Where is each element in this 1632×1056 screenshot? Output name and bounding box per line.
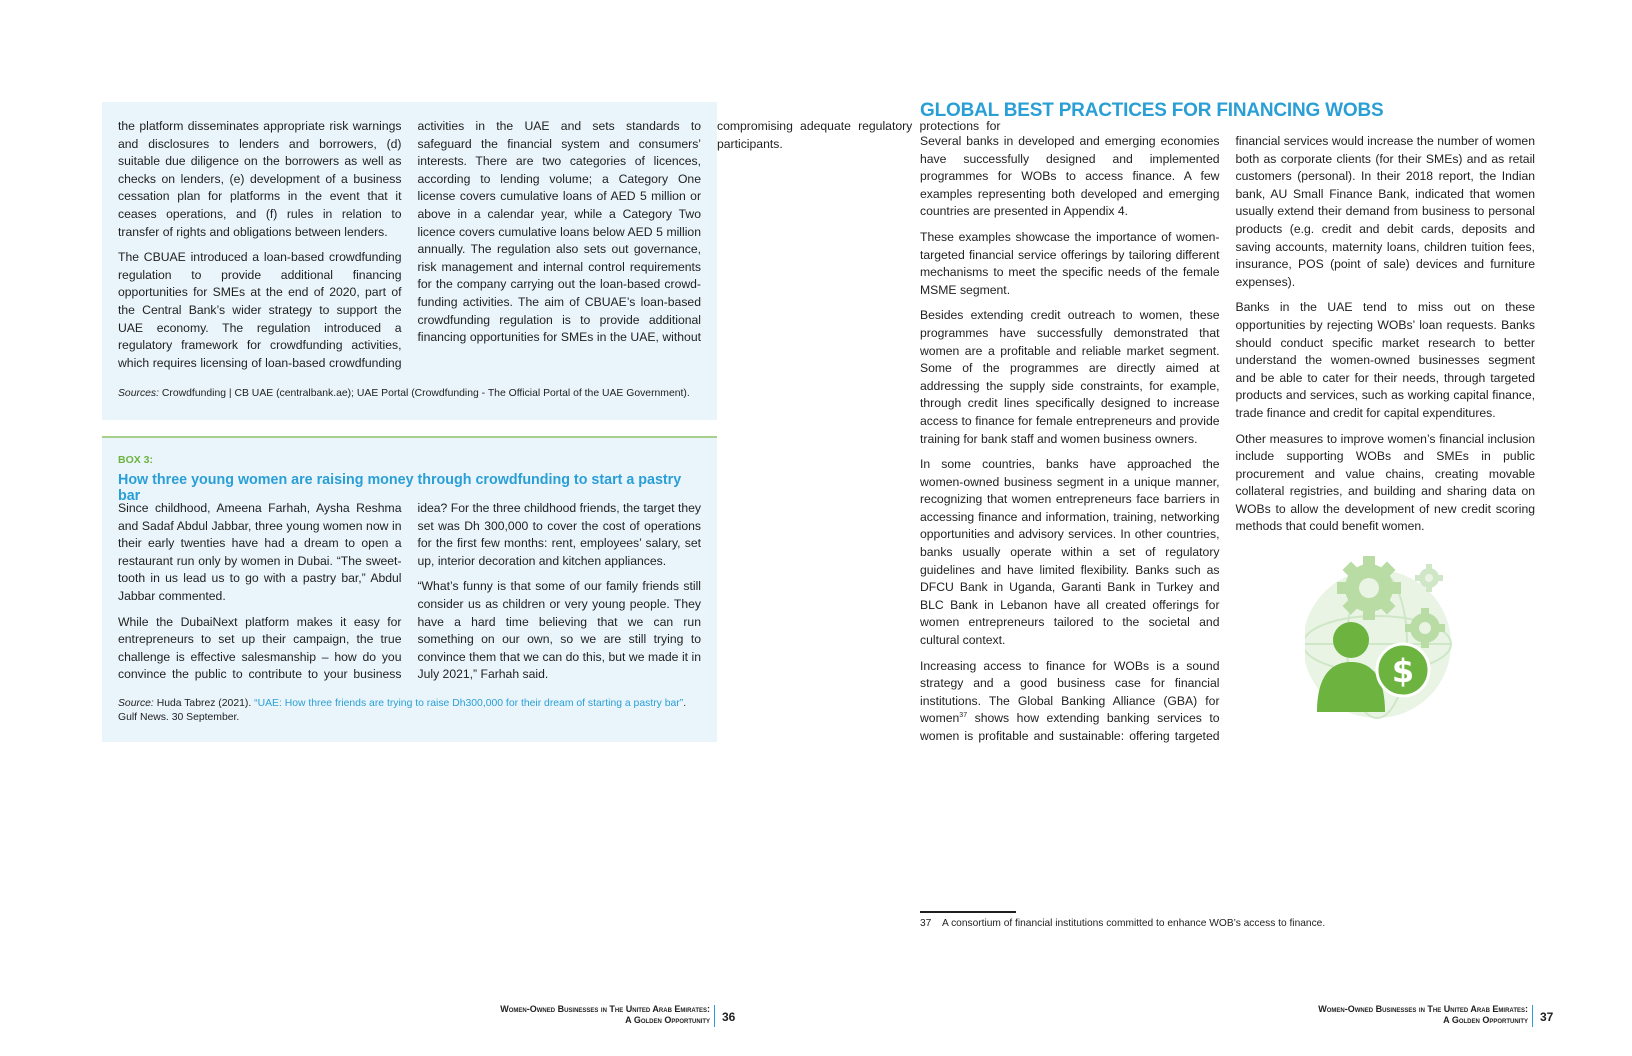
box-paragraph: The CBUAE introduced a loan-based crowdfunding regulation to provide additional financing opportunities for SMEs at the end of 2020, part of the Central Bank’s wider strategy to support the UAE economy. The regulation introduced a regulatory framework for crowdfunding activities, which requires licensing of loan-based crowdfunding activities in the UAE and sets standards to safeguard the financial system and consumers’ interests. There are two categories of licences, according to lending volume; a Category One license covers cumulative loans of AED 5 million or above in a calendar year, while a Category Two licence covers cumulative loans below AED 5 million annually. The regulation also sets out governance, risk management and internal control requirements for the company carrying out the loan-based crowd-funding activities. The aim of CBUAE’s loan-based crowdfunding regulation is to provide additional financing opportunities for SMEs in the UAE, without compromising adequate regulatory protections for participants. <box>118 119 1001 370</box>
footnote-rule <box>920 911 1016 913</box>
body-paragraph: In some countries, banks have approached the women-owned business segment in a unique manner, recognizing that women entrepreneurs face barriers in accessing finance and information, training, networking opportunities and advisory services. In other countries, banks usually operate within a set of regulatory guidelines and have limited flexibility. Banks such as DFCU Bank in Uganda, Garanti Bank in Turkey and BLC Bank in Lebanon have all created offerings for women entrepreneurs tailored to the societal and cultural context. <box>920 457 1220 648</box>
body-paragraph: Besides extending credit outreach to women, these programmes have successfully demonstrated that women are a profitable and reliable market segment. Some of the programmes are directly aimed at addressing the supply side constraints, for example, through credit lines specifically designed to increase access to finance for female entrepreneurs and provide training for bank staff and women business owners. <box>920 308 1220 446</box>
source-link[interactable]: “UAE: How three friends are trying to raise Dh300,000 for their dream of starting a pastry bar” <box>254 698 684 709</box>
paragraph-text: shows how extending banking services to women is profitable and sustainable: offering targeted financial services would increase the number of women both as corporate clients (for their SMEs) and as retail customers (personal). In their 2018 report, the Indian bank, AU Small Finance Bank, indicated that women usually extend their demand from business to personal products (e.g. credit and debit cards, deposits and saving accounts, maternity loans, children tuition fees, insurance, POS (point of sale) devices and furniture expenses). <box>920 134 1535 743</box>
body-paragraph: Other measures to improve women’s financial inclusion include supporting WOBs and SMEs in public procurement and value chains, creating movable collateral registries, and building and sharing data on WOBs to allow the development of new credit scoring methods that could benefit women. <box>1235 431 1535 534</box>
footer-separator <box>714 1005 715 1027</box>
box-source <box>118 387 701 401</box>
box-source <box>118 697 701 725</box>
box-paragraph: the platform disseminates appropriate risk warnings and disclosures to lenders and borrowers, (d) suitable due diligence on the borrowers as well as checks on lenders, (e) development of a business cessation plan for platforms in the event that it ceases operations, and (f) rules in relation to transfer of rights and obligations between lenders. <box>118 119 402 239</box>
box-body <box>118 500 701 684</box>
footer-left <box>400 1004 736 1032</box>
running-title <box>1228 1004 1528 1026</box>
source-text: Crowdfunding | CB UAE (centralbank.ae); UAE Portal (Crowdfunding - The Official Portal of the UAE Government). <box>159 388 690 399</box>
footnote <box>920 917 1325 931</box>
body-paragraph: These examples showcase the importance of women-targeted financial service offerings by tailoring different mechanisms to meet the specific needs of the female MSME segment. <box>920 229 1220 297</box>
box-body <box>118 118 1001 374</box>
finance-illustration <box>1305 552 1465 720</box>
source-label: Sources: <box>118 388 160 399</box>
running-title <box>410 1004 710 1026</box>
paragraph-text: Increasing access to finance for WOBs is a sound strategy and a good business case for financial institutions. The Global Banking Alliance (GBA) for women <box>920 658 1220 726</box>
source-author: Huda Tabrez (2021). <box>153 698 255 709</box>
page-number: 37 <box>1540 1010 1554 1024</box>
running-title-line2: A Golden Opportunity <box>1443 1015 1528 1025</box>
section-title: GLOBAL BEST PRACTICES FOR FINANCING WOBS <box>920 100 1384 121</box>
source-tail: . Gulf News. 30 September. <box>118 698 687 723</box>
footnote-number: 37 <box>920 918 932 929</box>
body-paragraph: Banks in the UAE tend to miss out on these opportunities by rejecting WOBs’ loan requests. Banks should conduct specific market research to better understand the women-owned businesses segment and be able to cater for their needs, through targeted products and services, such as working capital finance, trade finance and credit for capital expenditures. <box>1235 300 1535 420</box>
footer-right <box>1218 1004 1554 1032</box>
running-title-line1: Women-Owned Businesses in The United Arab Emirates: <box>1318 1004 1528 1014</box>
crowdfunding-regulation-box <box>102 102 1001 420</box>
running-title-line2: A Golden Opportunity <box>625 1015 710 1025</box>
running-title-line1: Women-Owned Businesses in The United Arab Emirates: <box>500 1004 710 1014</box>
source-label: Source: <box>118 698 154 709</box>
box-title: How three young women are raising money through crowdfunding to start a pastry bar <box>118 472 682 504</box>
page-number: 36 <box>722 1010 736 1024</box>
svg-text:$: $ <box>1391 652 1415 690</box>
box-paragraph: “What’s funny is that some of our family friends still consider us as children or very young people. They have a hard time believing that we can run something on our own, so we are still trying to convince them that we can do this, but we made it in July 2021,” Farhah said. <box>417 579 701 682</box>
box-3 <box>102 436 717 742</box>
footnote-text: A consortium of financial institutions committed to enhance WOB’s access to finance. <box>942 918 1326 929</box>
box-paragraph: Since childhood, Ameena Farhah, Aysha Reshma and Sadaf Abdul Jabbar, three young women now in their early twenties have had a dream to open a restaurant run only by women in Dubai. “The sweet-tooth in us lead us to go with a pastry bar,” Abdul Jabbar commented. <box>118 501 402 603</box>
box-paragraph: While the DubaiNext platform makes it easy for entrepreneurs to set up their campaign, the true challenge is effective salesmanship – how do you convince the public to contribute to your business idea? For the three childhood friends, the target they set was Dh 300,000 to cover the cost of operations for the first few months: rent, employees’ salary, set up, interior decoration and kitchen appliances. <box>118 501 701 682</box>
footer-separator <box>1532 1005 1533 1027</box>
footnote-ref[interactable]: 37 <box>959 712 968 720</box>
body-paragraph: Several banks in developed and emerging economies have successfully designed and implemented programmes for WOBs to access finance. A few examples representing both developed and emerging countries are presented in Appendix 4. <box>920 134 1220 219</box>
box-label: BOX 3: <box>118 454 154 466</box>
